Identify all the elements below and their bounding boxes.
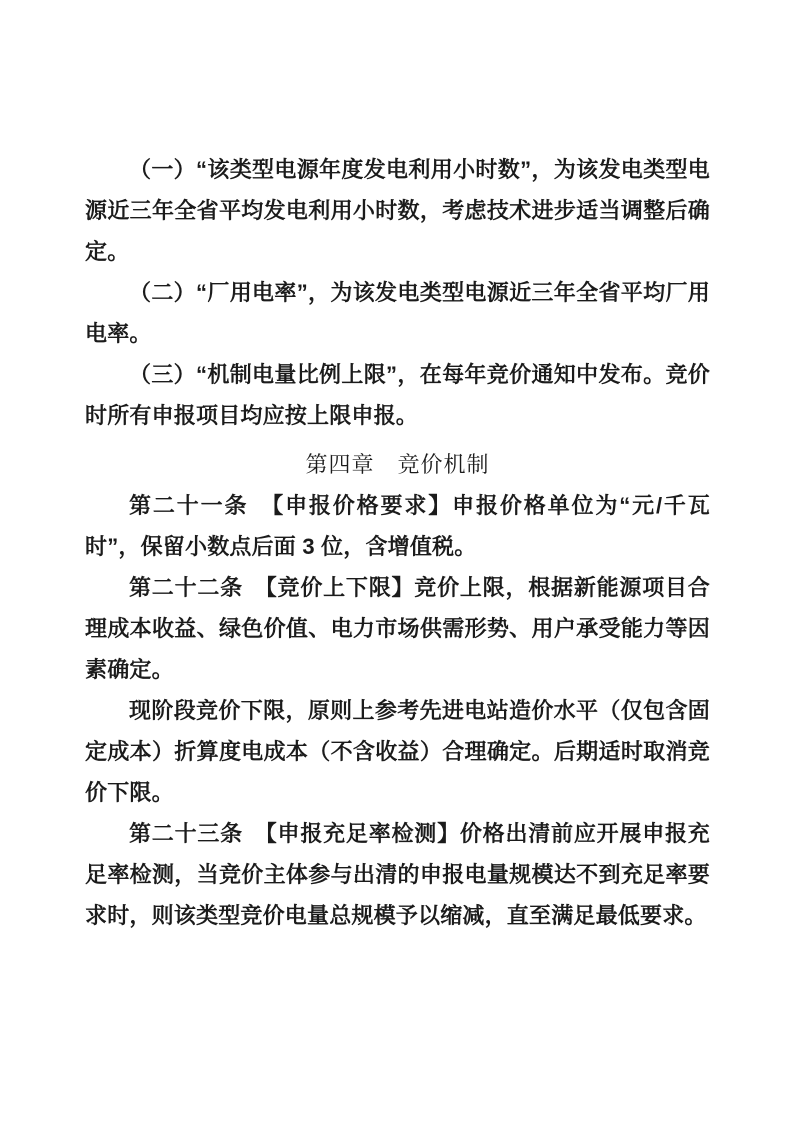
body-paragraph: （一）“该类型电源年度发电利用小时数”，为该发电类型电源近三年全省平均发电利用小时数，考虑技术进步适当调整后确定。 [85, 157, 710, 264]
body-paragraph: （三）“机制电量比例上限”，在每年竞价通知中发布。竞价时所有申报项目均应按上限申报。 [85, 362, 710, 428]
document-content [85, 149, 710, 936]
body-paragraph: 现阶段竞价下限，原则上参考先进电站造价水平（仅包含固定成本）折算度电成本（不含收益）合理确定。后期适时取消竞价下限。 [85, 698, 710, 805]
chapter-heading: 第四章 竞价机制 [305, 452, 490, 477]
body-paragraph: 第二十一条 【申报价格要求】申报价格单位为“元/千瓦时”，保留小数点后面 3 位，含增值税。 [85, 493, 710, 559]
body-paragraph: （二）“厂用电率”，为该发电类型电源近三年全省平均厂用电率。 [85, 280, 710, 346]
body-paragraph: 第二十三条 【申报充足率检测】价格出清前应开展申报充足率检测，当竞价主体参与出清的申报电量规模达不到充足率要求时，则该类型竞价电量总规模予以缩减，直至满足最低要求。 [85, 821, 710, 928]
body-paragraph: 第二十二条 【竞价上下限】竞价上限，根据新能源项目合理成本收益、绿色价值、电力市场供需形势、用户承受能力等因素确定。 [85, 575, 710, 682]
